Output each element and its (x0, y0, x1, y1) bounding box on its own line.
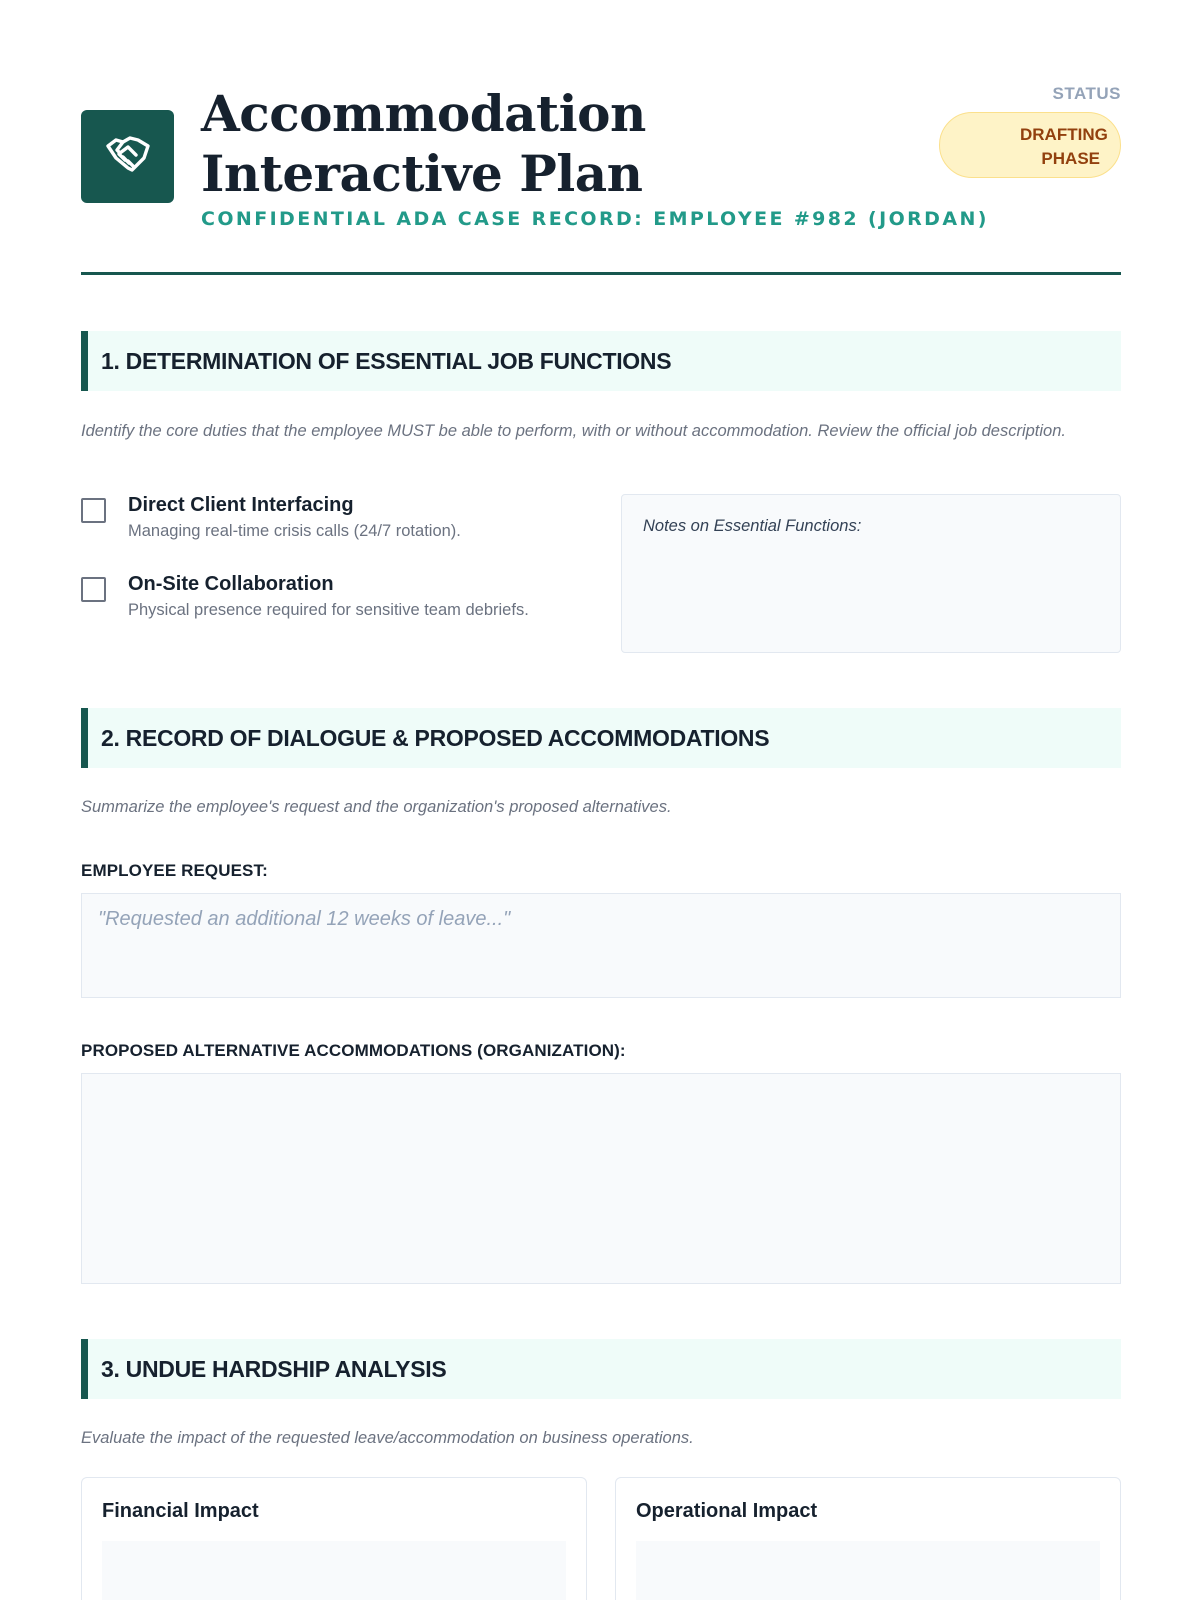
section-3-description: Evaluate the impact of the requested leave/accommodation on business operations. (81, 1429, 694, 1447)
notes-label: Notes on Essential Functions: (643, 517, 862, 535)
page-title: Accommodation Interactive Plan (201, 84, 646, 203)
header-divider (81, 272, 1121, 275)
document-header (81, 84, 1121, 274)
function-checkbox-on-site[interactable] (81, 577, 106, 602)
status-badge-text: DRAFTING PHASE (1020, 125, 1108, 168)
logo (81, 110, 174, 203)
financial-impact-field[interactable] (102, 1541, 566, 1600)
proposed-accommodations-label: PROPOSED ALTERNATIVE ACCOMMODATIONS (ORGANIZATION): (81, 1041, 626, 1060)
function-title: On-Site Collaboration (128, 573, 334, 595)
function-checkbox-direct-client[interactable] (81, 498, 106, 523)
case-record-subtitle: CONFIDENTIAL ADA CASE RECORD: EMPLOYEE #982 (JORDAN) (201, 208, 989, 230)
section-2-heading: 2. RECORD OF DIALOGUE & PROPOSED ACCOMMODATIONS (81, 708, 1121, 768)
proposed-accommodations-field[interactable] (81, 1073, 1121, 1284)
impact-card-title: Operational Impact (636, 1500, 818, 1522)
function-description: Physical presence required for sensitive team debriefs. (128, 601, 529, 619)
section-3-heading: 3. UNDUE HARDSHIP ANALYSIS (81, 1339, 1121, 1399)
function-description: Managing real-time crisis calls (24/7 rotation). (128, 522, 461, 540)
status-label: STATUS (1052, 84, 1121, 103)
status-badge (939, 112, 1121, 178)
employee-request-label: EMPLOYEE REQUEST: (81, 861, 268, 880)
function-title: Direct Client Interfacing (128, 494, 354, 516)
section-1-description: Identify the core duties that the employee MUST be able to perform, with or without accommodation. Review the official job description. (81, 422, 1066, 440)
handshake-icon (102, 128, 154, 185)
operational-impact-card (615, 1477, 1121, 1600)
operational-impact-field[interactable] (636, 1541, 1100, 1600)
section-2-description: Summarize the employee's request and the organization's proposed alternatives. (81, 798, 672, 816)
impact-card-title: Financial Impact (102, 1500, 259, 1522)
employee-request-placeholder: "Requested an additional 12 weeks of leave..." (98, 908, 511, 930)
essential-functions-notes-field[interactable] (621, 494, 1121, 653)
financial-impact-card (81, 1477, 587, 1600)
employee-request-field[interactable] (81, 893, 1121, 998)
section-1-heading: 1. DETERMINATION OF ESSENTIAL JOB FUNCTIONS (81, 331, 1121, 391)
